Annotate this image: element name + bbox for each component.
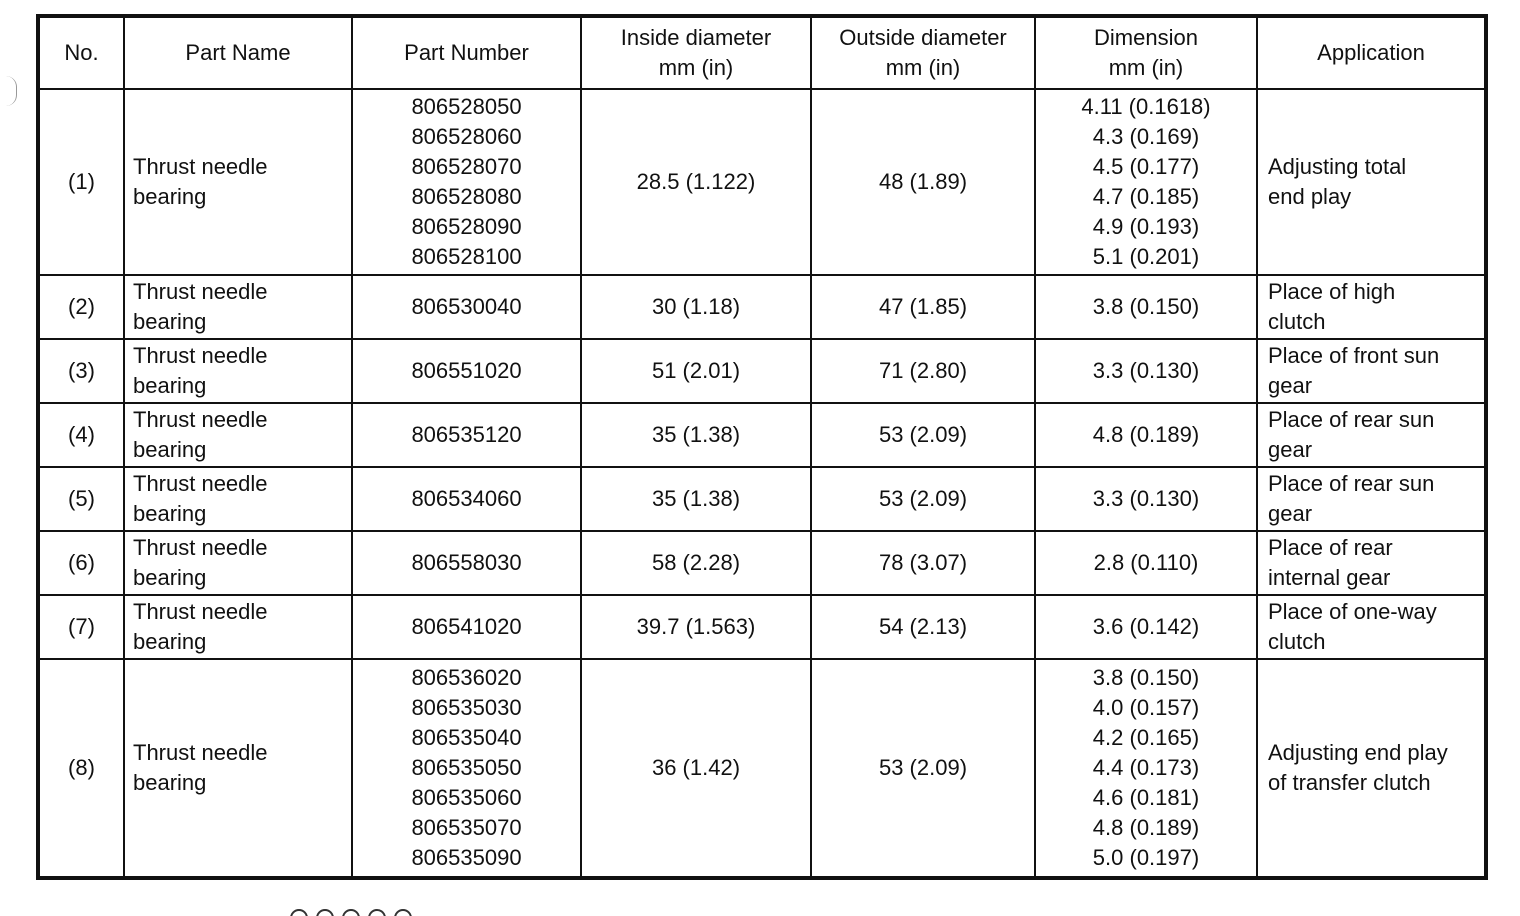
part-number: 806558030 [411, 550, 522, 575]
outside-diameter-cell: 53 (2.09) [811, 659, 1035, 878]
row-no-cell: (3) [38, 339, 124, 403]
dimension-value: 3.3 (0.130) [1092, 486, 1200, 511]
part-number-cell [352, 403, 581, 467]
dimension-value: 4.9 (0.193) [1092, 214, 1200, 239]
part-number-cell [352, 89, 581, 275]
dimension-value: 3.3 (0.130) [1092, 358, 1200, 383]
part-name-line: bearing [133, 437, 207, 462]
application-cell [1257, 275, 1486, 339]
dimension-value: 3.8 (0.150) [1092, 665, 1200, 690]
part-name-line: bearing [133, 309, 207, 334]
table-row [38, 89, 1486, 275]
application-line: clutch [1268, 309, 1326, 334]
dimension-cell [1035, 531, 1257, 595]
row-no-cell: (2) [38, 275, 124, 339]
table-body [38, 89, 1486, 878]
part-name-cell [124, 467, 352, 531]
part-name-line: Thrust needle [133, 279, 268, 304]
outside-diameter-cell: 48 (1.89) [811, 89, 1035, 275]
part-name-line: Thrust needle [133, 599, 268, 624]
row-no-cell: (4) [38, 403, 124, 467]
part-name-line: Thrust needle [133, 471, 268, 496]
inside-diameter-cell: 35 (1.38) [581, 467, 811, 531]
part-number: 806528060 [411, 124, 522, 149]
row-no-cell: (5) [38, 467, 124, 531]
part-number: 806535070 [411, 815, 522, 840]
header-inside-diameter-label: Inside diameter [620, 25, 772, 50]
inside-diameter-cell: 58 (2.28) [581, 531, 811, 595]
part-number: 806535050 [411, 755, 522, 780]
inside-diameter-cell: 51 (2.01) [581, 339, 811, 403]
dimension-value: 4.8 (0.189) [1092, 815, 1200, 840]
part-number: 806535030 [411, 695, 522, 720]
header-part-name: Part Name [124, 16, 352, 89]
application-line: Place of rear sun [1268, 471, 1435, 496]
dimension-cell [1035, 89, 1257, 275]
dimension-value: 5.0 (0.197) [1092, 845, 1200, 870]
part-name-line: bearing [133, 565, 207, 590]
part-name-line: Thrust needle [133, 535, 268, 560]
dimension-cell [1035, 275, 1257, 339]
part-name-line: Thrust needle [133, 343, 268, 368]
inside-diameter-cell: 28.5 (1.122) [581, 89, 811, 275]
part-name-line: Thrust needle [133, 407, 268, 432]
inside-diameter-cell: 36 (1.42) [581, 659, 811, 878]
part-number: 806530040 [411, 294, 522, 319]
part-number: 806535090 [411, 845, 522, 870]
dimension-cell [1035, 659, 1257, 878]
part-number-cell [352, 595, 581, 659]
application-line: Adjusting end play [1268, 740, 1448, 765]
dimension-value: 4.0 (0.157) [1092, 695, 1200, 720]
part-number: 806535120 [411, 422, 522, 447]
table-row [38, 339, 1486, 403]
part-name-line: bearing [133, 770, 207, 795]
dimension-value: 3.8 (0.150) [1092, 294, 1200, 319]
part-number-cell [352, 275, 581, 339]
table-row [38, 467, 1486, 531]
dimension-value: 4.6 (0.181) [1092, 785, 1200, 810]
header-dimension [1035, 16, 1257, 89]
header-no: No. [38, 16, 124, 89]
part-number: 806528090 [411, 214, 522, 239]
part-name-cell [124, 595, 352, 659]
application-line: Place of front sun [1268, 343, 1440, 368]
bearing-spec-table [36, 14, 1488, 880]
application-line: of transfer clutch [1268, 770, 1431, 795]
inside-diameter-cell: 39.7 (1.563) [581, 595, 811, 659]
dimension-cell [1035, 467, 1257, 531]
application-cell [1257, 89, 1486, 275]
dimension-value: 4.7 (0.185) [1092, 184, 1200, 209]
application-line: Place of rear sun [1268, 407, 1435, 432]
application-cell [1257, 339, 1486, 403]
dimension-cell [1035, 339, 1257, 403]
application-line: clutch [1268, 629, 1326, 654]
application-line: Adjusting total [1268, 154, 1407, 179]
application-line: gear [1268, 373, 1313, 398]
part-name-line: Thrust needle [133, 154, 268, 179]
outside-diameter-cell: 54 (2.13) [811, 595, 1035, 659]
header-outside-diameter [811, 16, 1035, 89]
part-number: 806528080 [411, 184, 522, 209]
application-cell [1257, 659, 1486, 878]
part-number: 806528070 [411, 154, 522, 179]
part-name-cell [124, 531, 352, 595]
row-no-cell: (6) [38, 531, 124, 595]
part-name-cell [124, 339, 352, 403]
outside-diameter-cell: 53 (2.09) [811, 467, 1035, 531]
header-dimension-unit: mm (in) [1108, 55, 1184, 80]
outside-diameter-cell: 47 (1.85) [811, 275, 1035, 339]
dimension-value: 3.6 (0.142) [1092, 614, 1200, 639]
application-cell [1257, 531, 1486, 595]
application-line: Place of high [1268, 279, 1396, 304]
application-cell [1257, 467, 1486, 531]
part-number-cell [352, 467, 581, 531]
part-number: 806535060 [411, 785, 522, 810]
dimension-value: 4.11 (0.1618) [1081, 94, 1211, 119]
row-no-cell: (1) [38, 89, 124, 275]
dimension-value: 5.1 (0.201) [1092, 244, 1200, 269]
header-inside-diameter [581, 16, 811, 89]
application-line: Place of one-way [1268, 599, 1437, 624]
outside-diameter-cell: 78 (3.07) [811, 531, 1035, 595]
part-name-cell [124, 89, 352, 275]
application-line: Place of rear [1268, 535, 1393, 560]
header-dimension-label: Dimension [1094, 25, 1198, 50]
table-row [38, 595, 1486, 659]
application-line: gear [1268, 501, 1313, 526]
inside-diameter-cell: 35 (1.38) [581, 403, 811, 467]
part-name-line: Thrust needle [133, 740, 268, 765]
scan-cutoff-marks [290, 905, 440, 916]
part-number: 806551020 [411, 358, 522, 383]
part-name-line: bearing [133, 184, 207, 209]
application-cell [1257, 403, 1486, 467]
dimension-cell [1035, 403, 1257, 467]
outside-diameter-cell: 53 (2.09) [811, 403, 1035, 467]
header-outside-diameter-label: Outside diameter [839, 25, 1007, 50]
header-application: Application [1257, 16, 1486, 89]
header-part-number: Part Number [352, 16, 581, 89]
table-row [38, 659, 1486, 878]
part-name-cell [124, 275, 352, 339]
application-cell [1257, 595, 1486, 659]
header-inside-diameter-unit: mm (in) [658, 55, 734, 80]
part-name-line: bearing [133, 629, 207, 654]
inside-diameter-cell: 30 (1.18) [581, 275, 811, 339]
row-no-cell: (7) [38, 595, 124, 659]
scan-edge-mark [6, 76, 17, 106]
header-outside-diameter-unit: mm (in) [885, 55, 961, 80]
outside-diameter-cell: 71 (2.80) [811, 339, 1035, 403]
table-row [38, 531, 1486, 595]
application-line: internal gear [1268, 565, 1391, 590]
dimension-value: 4.2 (0.165) [1092, 725, 1200, 750]
header-row [38, 16, 1486, 89]
table-row [38, 403, 1486, 467]
dimension-value: 4.4 (0.173) [1092, 755, 1200, 780]
application-line: gear [1268, 437, 1313, 462]
part-name-line: bearing [133, 373, 207, 398]
dimension-value: 4.8 (0.189) [1092, 422, 1200, 447]
part-number-cell [352, 659, 581, 878]
part-number: 806535040 [411, 725, 522, 750]
dimension-value: 2.8 (0.110) [1093, 550, 1199, 575]
part-number: 806528100 [411, 244, 522, 269]
row-no-cell: (8) [38, 659, 124, 878]
dimension-value: 4.5 (0.177) [1092, 154, 1200, 179]
part-number-cell [352, 531, 581, 595]
part-name-cell [124, 403, 352, 467]
part-number: 806536020 [411, 665, 522, 690]
part-name-line: bearing [133, 501, 207, 526]
table-row [38, 275, 1486, 339]
dimension-cell [1035, 595, 1257, 659]
part-number: 806528050 [411, 94, 522, 119]
application-line: end play [1268, 184, 1352, 209]
dimension-value: 4.3 (0.169) [1092, 124, 1200, 149]
part-number: 806534060 [411, 486, 522, 511]
part-number-cell [352, 339, 581, 403]
part-name-cell [124, 659, 352, 878]
part-number: 806541020 [411, 614, 522, 639]
